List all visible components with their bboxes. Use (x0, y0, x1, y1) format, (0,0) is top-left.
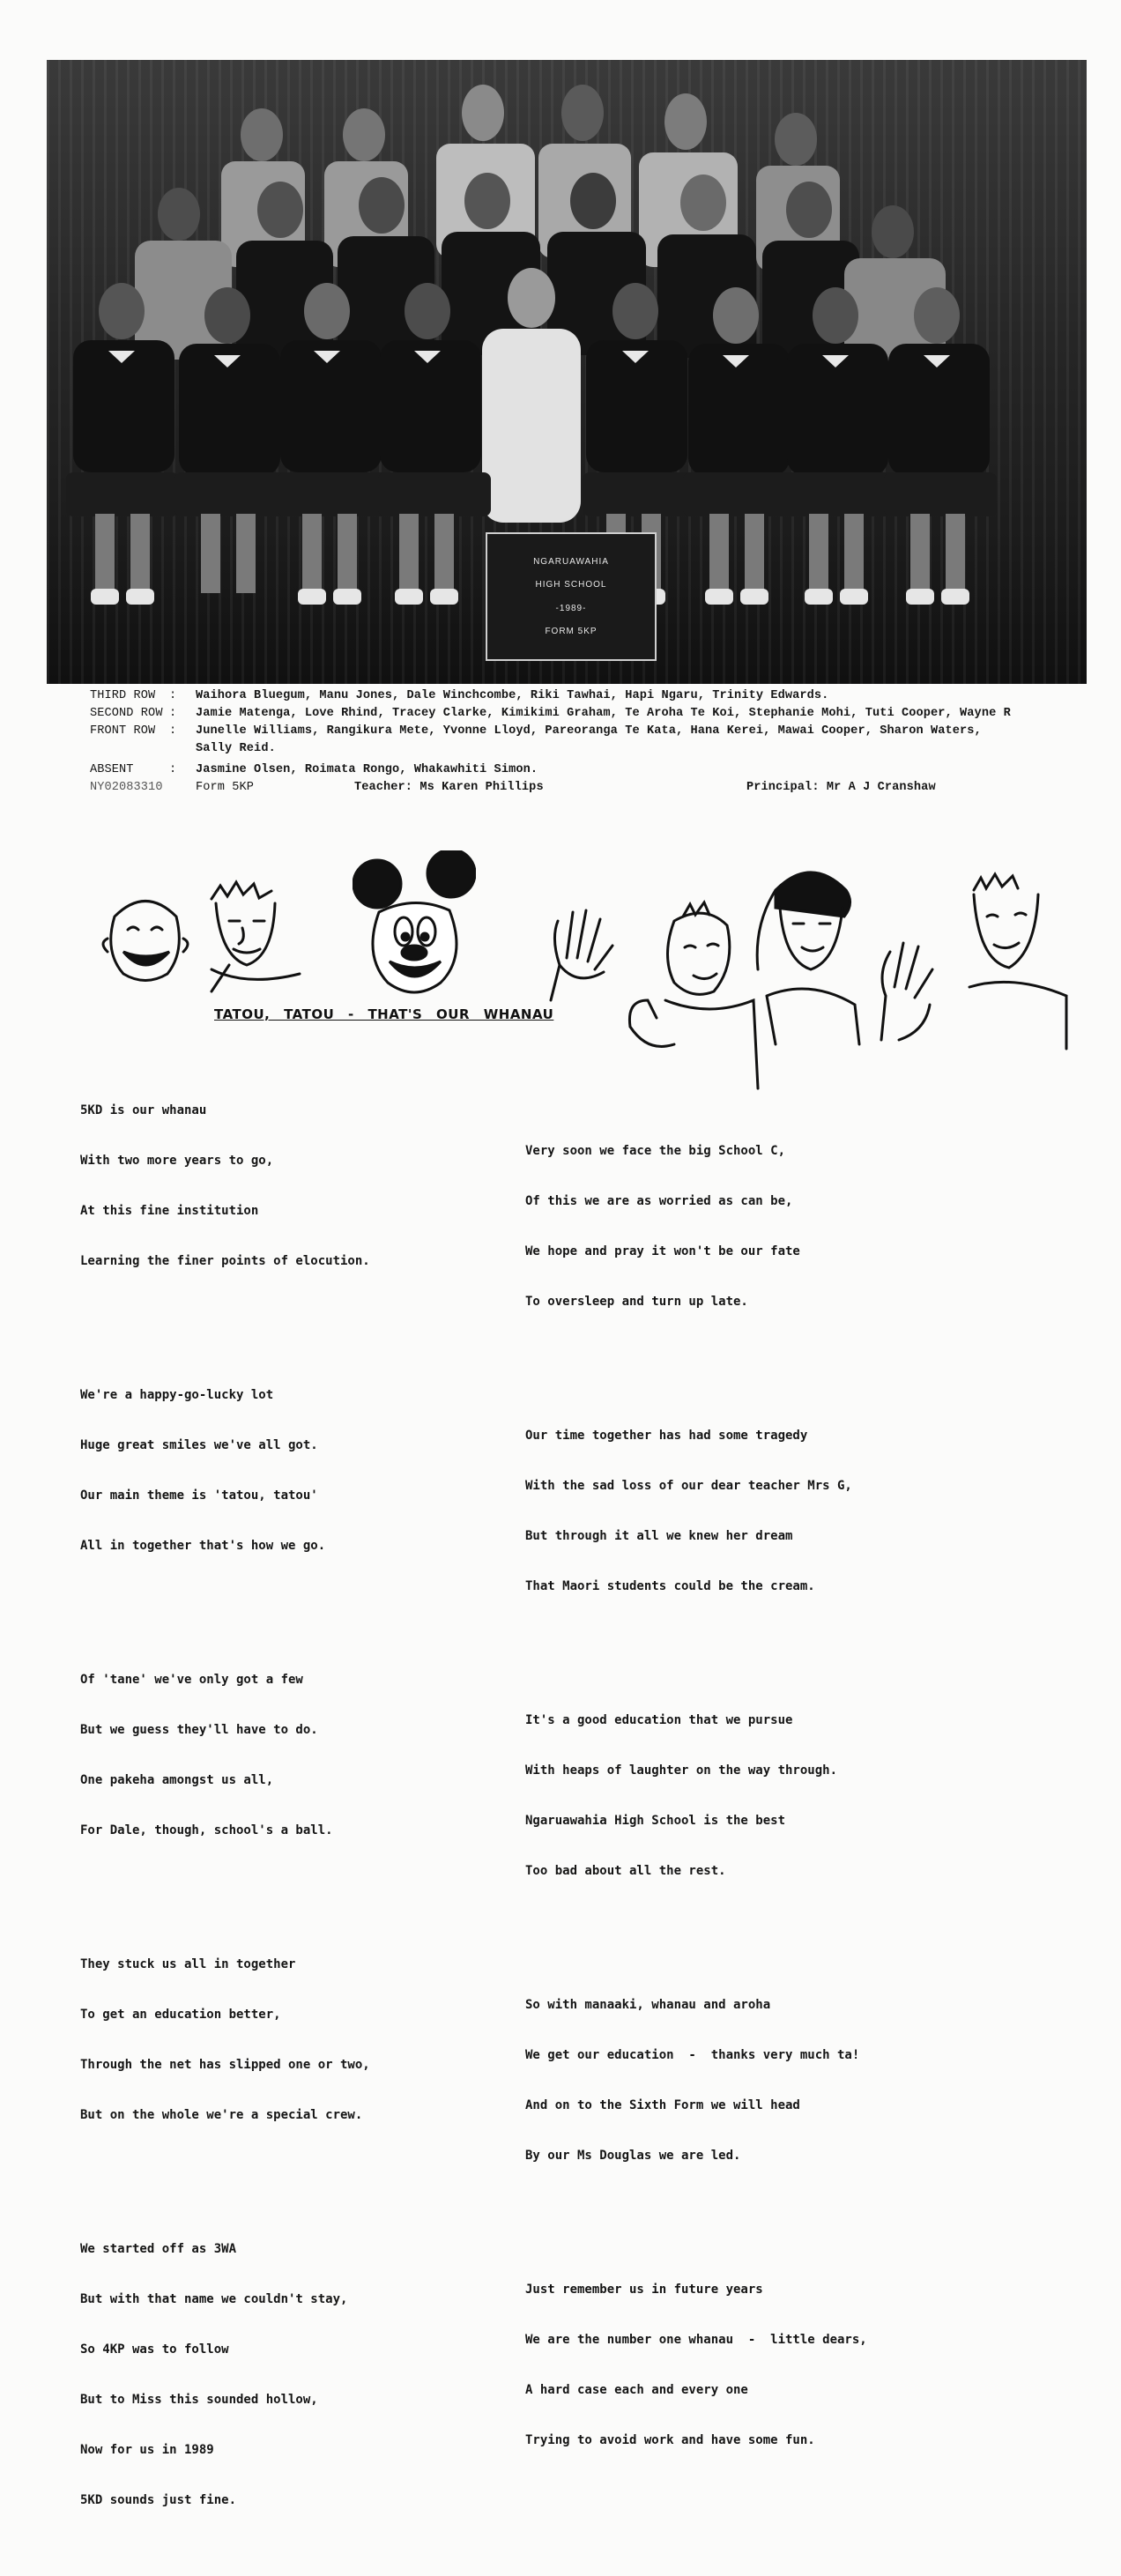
photo-sign (486, 532, 657, 661)
sign-line: HIGH SCHOOL (535, 580, 607, 590)
poem-line: Our main theme is 'tatou, tatou' (80, 1488, 318, 1503)
caption-names: Sally Reid. (196, 742, 276, 755)
form-label: Form 5KP (196, 781, 255, 794)
poem-title: TATOU, TATOU - THAT'S OUR WHANAU (214, 1006, 554, 1022)
caption-label: THIRD ROW (90, 689, 156, 702)
poem-stanza (525, 1110, 1107, 1344)
photo-caption (90, 687, 1121, 797)
caption-names: Junelle Williams, Rangikura Mete, Yvonne Lloyd, Pareoranga Te Kata, Hana Kerei, Mawai Cooper, Sharon Waters, (196, 724, 982, 738)
poem-stanza (525, 1679, 1107, 1913)
cartoon-mickey (353, 850, 476, 1009)
poem-line: With two more years to go, (80, 1154, 274, 1168)
poem-line: Trying to avoid work and have some fun. (525, 2433, 815, 2447)
poem-line: But we guess they'll have to do. (80, 1723, 318, 1737)
caption-label: SECOND ROW (90, 707, 163, 720)
poem-line: With the sad loss of our dear teacher Mrs G, (525, 1479, 852, 1493)
poem-stanza (80, 1069, 521, 1303)
poem-stanza (80, 1354, 521, 1588)
cartoon-girl-ponytail (749, 855, 872, 1053)
poem-line: With heaps of laughter on the way through. (525, 1763, 838, 1778)
poem-line: For Dale, though, school's a ball. (80, 1823, 333, 1837)
poem-line: Of this we are as worried as can be, (525, 1194, 793, 1208)
poem-stanza (80, 1638, 521, 1873)
poem-line: 5KD sounds just fine. (80, 2493, 237, 2507)
poem-line: We are the number one whanau - little dears, (525, 2333, 867, 2347)
photo-code: NY02083310 (90, 781, 163, 794)
poem-line: We get our education - thanks very much ta! (525, 2048, 860, 2062)
cartoon-boy-right (943, 864, 1075, 1053)
poem-line: It's a good education that we pursue (525, 1713, 793, 1727)
cartoon-clapping-hands (864, 925, 943, 1049)
poem-stanza (80, 2208, 521, 2543)
poem-stanza (525, 1394, 1107, 1629)
poem-line: Our time together has had some tragedy (525, 1429, 808, 1443)
caption-label: FRONT ROW (90, 724, 156, 738)
poem-line: So 4KP was to follow (80, 2342, 229, 2357)
poem-line: And on to the Sixth Form we will head (525, 2098, 800, 2112)
poem-line: Huge great smiles we've all got. (80, 1438, 318, 1452)
caption-colon: : (169, 707, 177, 720)
poem-line: A hard case each and every one (525, 2383, 748, 2397)
cartoon-boy-thumbs-up (612, 895, 762, 1097)
teacher-label: Teacher: Ms Karen Phillips (354, 781, 544, 794)
sign-line: FORM 5KP (545, 627, 598, 637)
caption-colon: : (169, 689, 177, 702)
poem-line: Very soon we face the big School C, (525, 1144, 786, 1158)
class-photo (47, 60, 1087, 684)
poem-line: But to Miss this sounded hollow, (80, 2393, 318, 2407)
sign-line: NGARUAWAHIA (533, 556, 609, 567)
caption-names: Jasmine Olsen, Roimata Rongo, Whakawhiti Simon. (196, 763, 538, 776)
poem-line: At this fine institution (80, 1204, 259, 1218)
poem-stanza (525, 2248, 1107, 2483)
cartoon-waving-hand (524, 903, 621, 1009)
poem-line: All in together that's how we go. (80, 1539, 326, 1553)
poem-right-column (525, 1076, 1107, 2516)
poem-line: Just remember us in future years (525, 2283, 763, 2297)
poem-line: But on the whole we're a special crew. (80, 2108, 363, 2122)
poem-left-column (80, 1036, 521, 2576)
caption-names: Jamie Matenga, Love Rhind, Tracey Clarke, Kimikimi Graham, Te Aroha Te Koi, Stephanie Mohi, Tuti Cooper, Wayne R (196, 707, 1011, 720)
poem-line: To get an education better, (80, 2008, 281, 2022)
cartoon-face-grin (97, 890, 194, 987)
poem-line: Through the net has slipped one or two, (80, 2058, 370, 2072)
poem-stanza (525, 1964, 1107, 2198)
poem-line: That Maori students could be the cream. (525, 1579, 815, 1593)
poem-line: But with that name we couldn't stay, (80, 2292, 348, 2306)
poem-line: We hope and pray it won't be our fate (525, 1244, 800, 1258)
caption-names: Waihora Bluegum, Manu Jones, Dale Winchcombe, Riki Tawhai, Hapi Ngaru, Trinity Edwards. (196, 689, 829, 702)
poem-line: So with manaaki, whanau and aroha (525, 1998, 771, 2012)
absent-caption (90, 761, 1121, 779)
poem-line: Ngaruawahia High School is the best (525, 1814, 786, 1828)
poem-line: Of 'tane' we've only got a few (80, 1673, 303, 1687)
poem-line: We're a happy-go-lucky lot (80, 1388, 274, 1402)
caption-label: ABSENT (90, 763, 134, 776)
poem-line: Too bad about all the rest. (525, 1864, 726, 1878)
poem-line: 5KD is our whanau (80, 1103, 207, 1117)
third-row-caption (90, 687, 1121, 705)
poem-line: But through it all we knew her dream (525, 1529, 793, 1543)
poem-line: One pakeha amongst us all, (80, 1773, 274, 1787)
caption-footer (90, 779, 1121, 797)
poem-line: Now for us in 1989 (80, 2443, 214, 2457)
poem-stanza (80, 1923, 521, 2157)
caption-colon: : (169, 763, 177, 776)
second-row-caption (90, 705, 1121, 723)
poem-line: By our Ms Douglas we are led. (525, 2149, 741, 2163)
principal-label: Principal: Mr A J Cranshaw (746, 781, 936, 794)
front-row-caption (90, 723, 1121, 740)
front-row-caption-cont (90, 740, 1121, 758)
poem-line: We started off as 3WA (80, 2242, 237, 2256)
poem-line: They stuck us all in together (80, 1957, 296, 1971)
caption-colon: : (169, 724, 177, 738)
cartoon-face-spiky (194, 877, 308, 996)
sign-line: -1989- (555, 603, 587, 613)
poem-line: Learning the finer points of elocution. (80, 1254, 370, 1268)
poem-line: To oversleep and turn up late. (525, 1295, 748, 1309)
